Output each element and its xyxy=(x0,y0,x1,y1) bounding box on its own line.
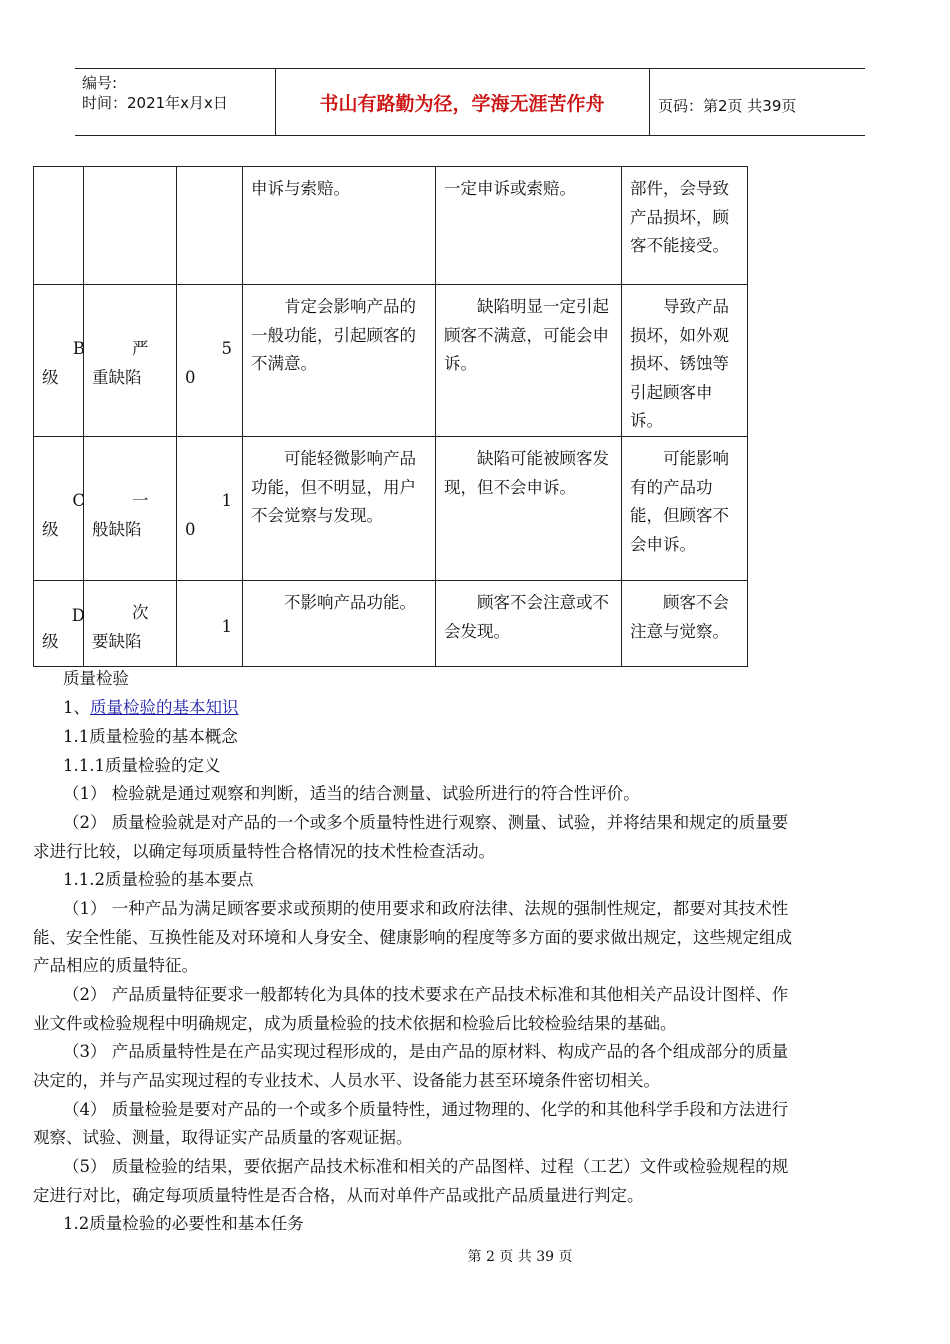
cell-text: 一定申诉或索赔。 xyxy=(444,179,576,198)
defect-name-bottom: 要缺陷 xyxy=(92,631,142,651)
cell-text: 缺陷可能被顾客发现，但不会申诉。 xyxy=(444,448,609,497)
subsection-heading: 1.1.2质量检验的基本要点 xyxy=(63,870,254,889)
score: 1 xyxy=(221,616,232,636)
paragraph-line: 求进行比较，以确定每项质量特性合格情况的技术性检查活动。 xyxy=(33,842,495,861)
cell-text: 可能轻微影响产品功能，但不明显，用户不会觉察与发现。 xyxy=(251,448,416,526)
table-cell xyxy=(177,167,243,285)
paragraph-line: （2） 质量检验就是对产品的一个或多个质量特性进行观察、测量、试验，并将结果和规定的质量要 xyxy=(63,813,789,832)
grade-letter: C xyxy=(72,490,85,510)
subsection-heading: 1.1.1质量检验的定义 xyxy=(63,756,221,775)
cell-text: 顾客不会注意与觉察。 xyxy=(630,592,729,641)
table-cell xyxy=(436,285,622,437)
time-label: 时间：2021年x月x日 xyxy=(82,94,228,112)
cell-text: 不影响产品功能。 xyxy=(284,592,416,612)
defect-name-bottom: 般缺陷 xyxy=(92,519,142,539)
paragraph-line: 定进行对比，确定每项质量特性是否合格，从而对单件产品或批产品质量进行判定。 xyxy=(33,1186,644,1205)
table-cell xyxy=(436,580,622,666)
header-divider xyxy=(649,68,650,136)
score-cell xyxy=(177,580,243,666)
paragraph-line: （1） 一种产品为满足顾客要求或预期的使用要求和政府法律、法规的强制性规定，都要对其技术性 xyxy=(63,899,789,918)
table-row xyxy=(34,436,748,580)
table-cell xyxy=(243,285,436,437)
chapter-heading xyxy=(63,694,239,718)
table-cell xyxy=(622,285,748,437)
paragraph-line: （5） 质量检验的结果，要依据产品技术标准和相关的产品图样、过程（工艺）文件或检验规程的规 xyxy=(63,1157,789,1176)
defect-name-cell xyxy=(84,436,177,580)
table-row xyxy=(34,285,748,437)
page-label: 页码：第2页 共39页 xyxy=(658,97,797,115)
defect-name-top: 严 xyxy=(132,339,149,358)
score-top: 1 xyxy=(221,490,232,510)
cell-text: 申诉与索赔。 xyxy=(251,179,350,198)
table-cell xyxy=(436,167,622,285)
table-cell xyxy=(622,167,748,285)
table-row xyxy=(34,580,748,666)
table-cell xyxy=(243,167,436,285)
grade-suffix: 级 xyxy=(42,519,59,539)
paragraph-line: （4） 质量检验是要对产品的一个或多个质量特性，通过物理的、化学的和其他科学手段和方法进行 xyxy=(63,1100,789,1119)
table-cell xyxy=(436,436,622,580)
defect-name-cell xyxy=(84,285,177,437)
cell-text: 肯定会影响产品的一般功能，引起顾客的不满意。 xyxy=(251,297,416,374)
grade-letter: D xyxy=(71,605,85,625)
table-cell xyxy=(243,436,436,580)
chapter-link[interactable]: 质量检验的基本知识 xyxy=(90,698,239,717)
serial-label: 编号: xyxy=(82,74,118,92)
paragraph-line: 产品相应的质量特征。 xyxy=(33,956,198,975)
chapter-number: 1、 xyxy=(63,698,90,717)
cell-text: 部件，会导致产品损坏，顾客不能接受。 xyxy=(630,179,729,256)
table-cell xyxy=(622,580,748,666)
table-row xyxy=(34,167,748,285)
cell-text: 可能影响有的产品功能，但顾客不会申诉。 xyxy=(630,448,729,554)
defect-name-cell xyxy=(84,580,177,666)
score-cell xyxy=(177,436,243,580)
paragraph-line: 能、安全性能、互换性能及对环境和人身安全、健康影响的程度等多方面的要求做出规定，这些规定组成 xyxy=(33,928,792,947)
defect-name-top: 一 xyxy=(132,490,149,510)
page-footer: 第 2 页 共 39 页 xyxy=(467,1249,573,1265)
grade-suffix: 级 xyxy=(42,631,59,651)
score-cell xyxy=(177,285,243,437)
grade-letter: B xyxy=(72,339,85,358)
defect-grade-table xyxy=(33,166,748,667)
paragraph-line: （3） 产品质量特性是在产品实现过程形成的，是由产品的原材料、构成产品的各个组成部分的质量 xyxy=(63,1042,789,1061)
grade-suffix: 级 xyxy=(42,368,59,387)
paragraph-line: 观察、试验、测量，取得证实产品质量的客观证据。 xyxy=(33,1128,413,1147)
paragraph-line: 业文件或检验规程中明确规定，成为质量检验的技术依据和检验后比较检验结果的基础。 xyxy=(33,1014,677,1033)
score-top: 5 xyxy=(221,339,232,358)
score-bottom: 0 xyxy=(185,368,196,387)
defect-name-top: 次 xyxy=(132,602,149,622)
grade-cell xyxy=(34,436,84,580)
subsection-heading: 1.2质量检验的必要性和基本任务 xyxy=(63,1214,304,1233)
paragraph-line: （2） 产品质量特征要求一般都转化为具体的技术要求在产品技术标准和其他相关产品设计图样、作 xyxy=(63,985,789,1004)
table-cell xyxy=(84,167,177,285)
table-cell xyxy=(243,580,436,666)
grade-cell xyxy=(34,285,84,437)
paragraph-line: 决定的，并与产品实现过程的专业技术、人员水平、设备能力甚至环境条件密切相关。 xyxy=(33,1071,660,1090)
cell-text: 缺陷明显一定引起顾客不满意，可能会申诉。 xyxy=(444,297,609,374)
defect-name-bottom: 重缺陷 xyxy=(92,368,142,387)
cell-text: 导致产品损坏，如外观损坏、锈蚀等引起顾客申诉。 xyxy=(630,297,729,431)
table-cell xyxy=(622,436,748,580)
section-heading: 质量检验 xyxy=(63,669,129,688)
subsection-heading: 1.1质量检验的基本概念 xyxy=(63,727,238,746)
grade-cell xyxy=(34,580,84,666)
score-bottom: 0 xyxy=(185,519,196,539)
header-motto: 书山有路勤为径，学海无涯苦作舟 xyxy=(319,92,605,115)
paragraph-line: （1） 检验就是通过观察和判断，适当的结合测量、试验所进行的符合性评价。 xyxy=(63,784,640,803)
cell-text: 顾客不会注意或不会发现。 xyxy=(444,592,609,641)
table-cell xyxy=(34,167,84,285)
